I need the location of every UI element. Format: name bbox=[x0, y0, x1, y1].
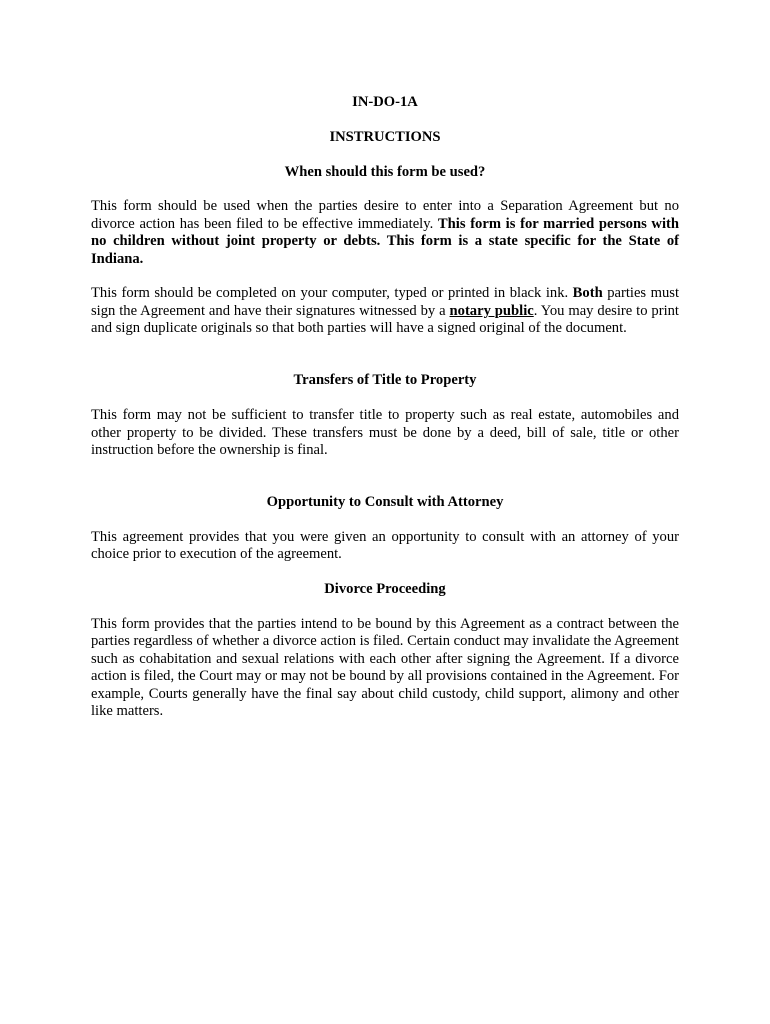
spacer bbox=[91, 111, 679, 128]
paragraph-when-used-2 bbox=[91, 285, 679, 337]
section-heading-when-used: When should this form be used? bbox=[284, 163, 486, 180]
section-heading-divorce: Divorce Proceeding bbox=[324, 581, 446, 598]
paragraph-text: parties must sign the Agreement and have their signatures witnessed by a bbox=[91, 285, 679, 319]
paragraph-text: . You may desire to print and sign duplicate originals so that both parties will have a signed original of the document. bbox=[91, 302, 679, 337]
spacer bbox=[91, 268, 679, 285]
paragraph-text: This form should be used when the parties desire to enter into a Separation Agreement but no divorce action has been filed to be effective immediately. bbox=[91, 198, 679, 232]
spacer bbox=[91, 338, 679, 373]
paragraph-attorney: This agreement provides that you were given an opportunity to consult with an attorney of your choice prior to execution of the agreement. bbox=[91, 529, 679, 563]
spacer bbox=[91, 146, 679, 163]
section-heading-transfers: Transfers of Title to Property bbox=[293, 372, 477, 389]
spacer bbox=[91, 564, 679, 581]
paragraph-bold-text: Both bbox=[572, 285, 603, 302]
spacer bbox=[91, 512, 679, 529]
page-title: INSTRUCTIONS bbox=[329, 128, 441, 145]
form-code: IN-DO-1A bbox=[352, 94, 418, 110]
paragraph-transfers: This form may not be sufficient to transfer title to property such as real estate, automobiles and other property to be divided. These transfers must be done by a deed, bill of sale, title or other instruction before the ownership is final. bbox=[91, 407, 679, 459]
notary-public-emphasis: notary public bbox=[449, 302, 534, 319]
spacer bbox=[91, 459, 679, 494]
paragraph-when-used-1 bbox=[91, 198, 679, 268]
paragraph-text: This form should be completed on your computer, typed or printed in black ink. bbox=[91, 285, 573, 302]
spacer bbox=[91, 599, 679, 616]
paragraph-bold-text: This form is for married persons with no children without joint property or debts. This form is a state specific for the State of Indiana. bbox=[91, 215, 680, 267]
section-heading-attorney: Opportunity to Consult with Attorney bbox=[266, 494, 504, 511]
spacer bbox=[91, 390, 679, 407]
spacer bbox=[91, 181, 679, 198]
paragraph-divorce: This form provides that the parties intend to be bound by this Agreement as a contract between the parties regardless of whether a divorce action is filed. Certain conduct may invalidate the Agreement such as cohabitation and sexual relations with each other after signing the Agreement. If a divorce action is filed, the Court may or may not be bound by all provisions contained in the Agreement. For example, Courts generally have the final say about child custody, child support, alimony and other like matters. bbox=[91, 616, 679, 720]
